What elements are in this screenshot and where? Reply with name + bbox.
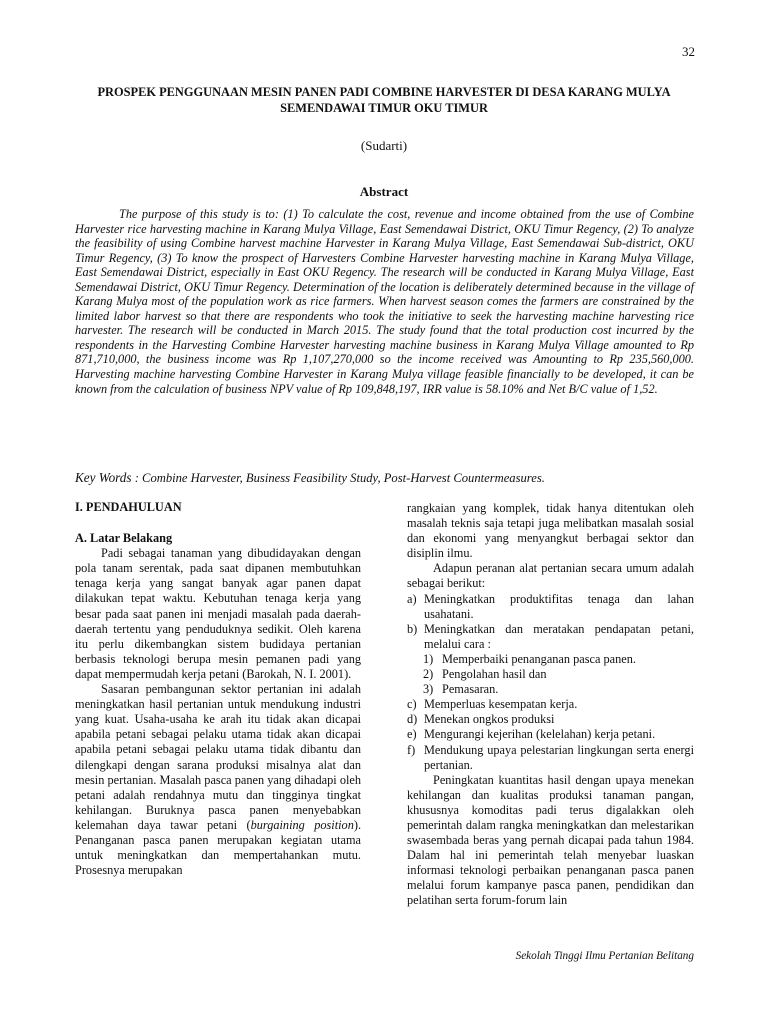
footer-institution: Sekolah Tinggi Ilmu Pertanian Belitang xyxy=(515,950,694,962)
abstract-heading: Abstract xyxy=(359,184,409,199)
list-marker: b) xyxy=(407,621,418,636)
list-item-text: Pemasaran. xyxy=(442,682,499,697)
paragraph-4: Adapun peranan alat pertanian secara umum adalah sebagai berikut: xyxy=(407,561,694,591)
left-column xyxy=(75,500,361,878)
list-marker: e) xyxy=(407,727,417,742)
keywords xyxy=(75,470,695,486)
keywords-label: Key Words xyxy=(75,470,132,485)
paragraph-2 xyxy=(75,682,361,878)
subsection-heading: A. Latar Belakang xyxy=(75,531,173,546)
list-item-text: Memperbaiki penanganan pasca panen. xyxy=(442,651,636,666)
list-item-text: Mendukung upaya pelestarian lingkungan serta energi pertanian. xyxy=(424,742,694,772)
list-item-text: Memperluas kesempatan kerja. xyxy=(424,697,578,712)
abstract-body: The purpose of this study is to: (1) To calculate the cost, revenue and income obtained from the use of Combine Harvester rice harvesting machine in Karang Mulya Village, East Semendawai District, OKU Timur Regency, (2) To analyze the feasibility of using Combine harvest machine Harvester in Karang Mulya Village, East Semendawai Sub-district, OKU Timur Regency, (3) To know the prospect of Harvesters Combine Harvester harvesting machine in Karang Mulya Village, East Semendawai District, especially in East OKU Regency. The research will be conducted in Karang Mulya Village, East Semendawai District, OKU Timur Regency. Determination of the location is deliberately determined because in the village of Karang Mulya most of the population work as rice farmers. When harvest season comes the farmers are constrained by the limited labor harvest so that there are respondents who took the initiative to seek the harvesting machine harvesting rice harvester. The research will be conducted in March 2015. The study found that the total production cost incurred by the respondents in the Harvesting Combine Harvester harvesting machine business in Karang Mulya Village amounted to Rp 871,710,000, the business income was Rp 1,107,270,000 so the income received was Amounting to Rp 235,560,000. Harvesting machine harvesting Combine Harvester in Karang Mulya village feasible financially to be developed, it can be known from the calculation of business NPV value of Rp 109,848,197, IRR value is 58.10% and Net B/C value of 1,52. xyxy=(75,207,694,396)
list-item-text: Meningkatkan produktifitas tenaga dan lahan usahatani. xyxy=(424,591,694,621)
list-item xyxy=(407,727,694,742)
list-item xyxy=(407,697,694,712)
paragraph-2-start: Sasaran pembangunan sektor pertanian ini adalah meningkatkan hasil pertanian untuk mendukung industri yang kuat. Usaha-usaha ke arah itu tidak akan dicapai apabila petani sebagai pelaku utama tidak akan dicapai apabila petani sebagai pelaku utama tidak dibantu dan dilengkapi dengan sarana produksi misalnya alat dan mesin pertanian. Masalah pasca panen yang dihadapi oleh petani adalah rendahnya mutu dan tingginya tingkat kehilangan. Buruknya pasca panen menyebabkan kelemahan daya tawar petani ( xyxy=(75,682,361,832)
list-item-text: Mengurangi kejerihan (kelelahan) kerja petani. xyxy=(424,727,656,742)
list-marker: f) xyxy=(407,742,416,757)
paragraph-2-end: ). Penanganan pasca panen merupakan kegiatan utama untuk meningkatkan dan mempertahankan mutu. Prosesnya merupakan xyxy=(75,817,362,878)
list-marker: 1) xyxy=(423,651,434,666)
list-item xyxy=(407,592,694,622)
list-marker: a) xyxy=(407,591,417,606)
list-item-text: Pengolahan hasil dan xyxy=(442,667,547,682)
paragraph-5: Peningkatan kuantitas hasil dengan upaya menekan kehilangan dan kualitas produksi tanaman pangan, khususnya komoditas padi terus digalakkan oleh pemerintah dalam rangka meningkatkan dan melestarikan swasembada beras yang pernah dicapai pada tahun 1984. Dalam hal ini pemerintah telah menyebar luaskan informasi teknologi perbaikan penanganan pasca panen melalui forum kampanye pasca panen, pendidikan dan pelatihan serta forum-forum lain xyxy=(407,772,694,908)
sub-list-item xyxy=(407,682,694,697)
list-item xyxy=(407,743,694,773)
list-marker: c) xyxy=(407,697,417,712)
sub-list xyxy=(407,652,694,697)
page-number: 32 xyxy=(682,44,695,59)
sub-list-item xyxy=(407,667,694,682)
right-column xyxy=(407,501,694,909)
section-heading: I. PENDAHULUAN xyxy=(75,500,182,514)
paragraph-3: rangkaian yang komplek, tidak hanya ditentukan oleh masalah teknis saja tetapi juga melibatkan masalah sosial dan ekonomi yang menyangkut berbagai sektor dan disiplin ilmu. xyxy=(407,501,694,561)
keywords-text: : Combine Harvester, Business Feasibility Study, Post-Harvest Countermeasures. xyxy=(131,471,545,485)
list-item-text: Meningkatkan dan meratakan pendapatan petani, melalui cara : xyxy=(424,621,694,651)
list-item xyxy=(407,622,694,697)
list-item xyxy=(407,712,694,727)
list-marker: 2) xyxy=(423,667,434,682)
paragraph-1: Padi sebagai tanaman yang dibudidayakan dengan pola tanam serentak, pada saat dipanen membutuhkan tenaga kerja yang sangat banyak agar panen dapat dilakukan tepat waktu. Kebutuhan tenaga kerja yang besar pada saat panen ini menjadi masalah pada daerah-daerah tertentu yang penduduknya sedikit. Oleh karena itu perlu dikembangkan sistem budidaya pertanian berbasis teknologi berupa mesin pemanen padi yang dapat mempermudah kerja petani (Barokah, N. I. 2001). xyxy=(75,546,361,681)
roles-list xyxy=(407,592,694,773)
list-marker: 3) xyxy=(423,682,434,697)
sub-list-item xyxy=(407,652,694,667)
paragraph-2-italic: burgaining position xyxy=(250,817,354,832)
list-marker: d) xyxy=(407,712,418,727)
author: (Sudarti) xyxy=(360,138,408,153)
list-item-text: Menekan ongkos produksi xyxy=(424,712,555,727)
paper-title: PROSPEK PENGGUNAAN MESIN PANEN PADI COMBINE HARVESTER DI DESA KARANG MULYA SEMENDAWAI TIMUR OKU TIMUR xyxy=(97,85,671,115)
